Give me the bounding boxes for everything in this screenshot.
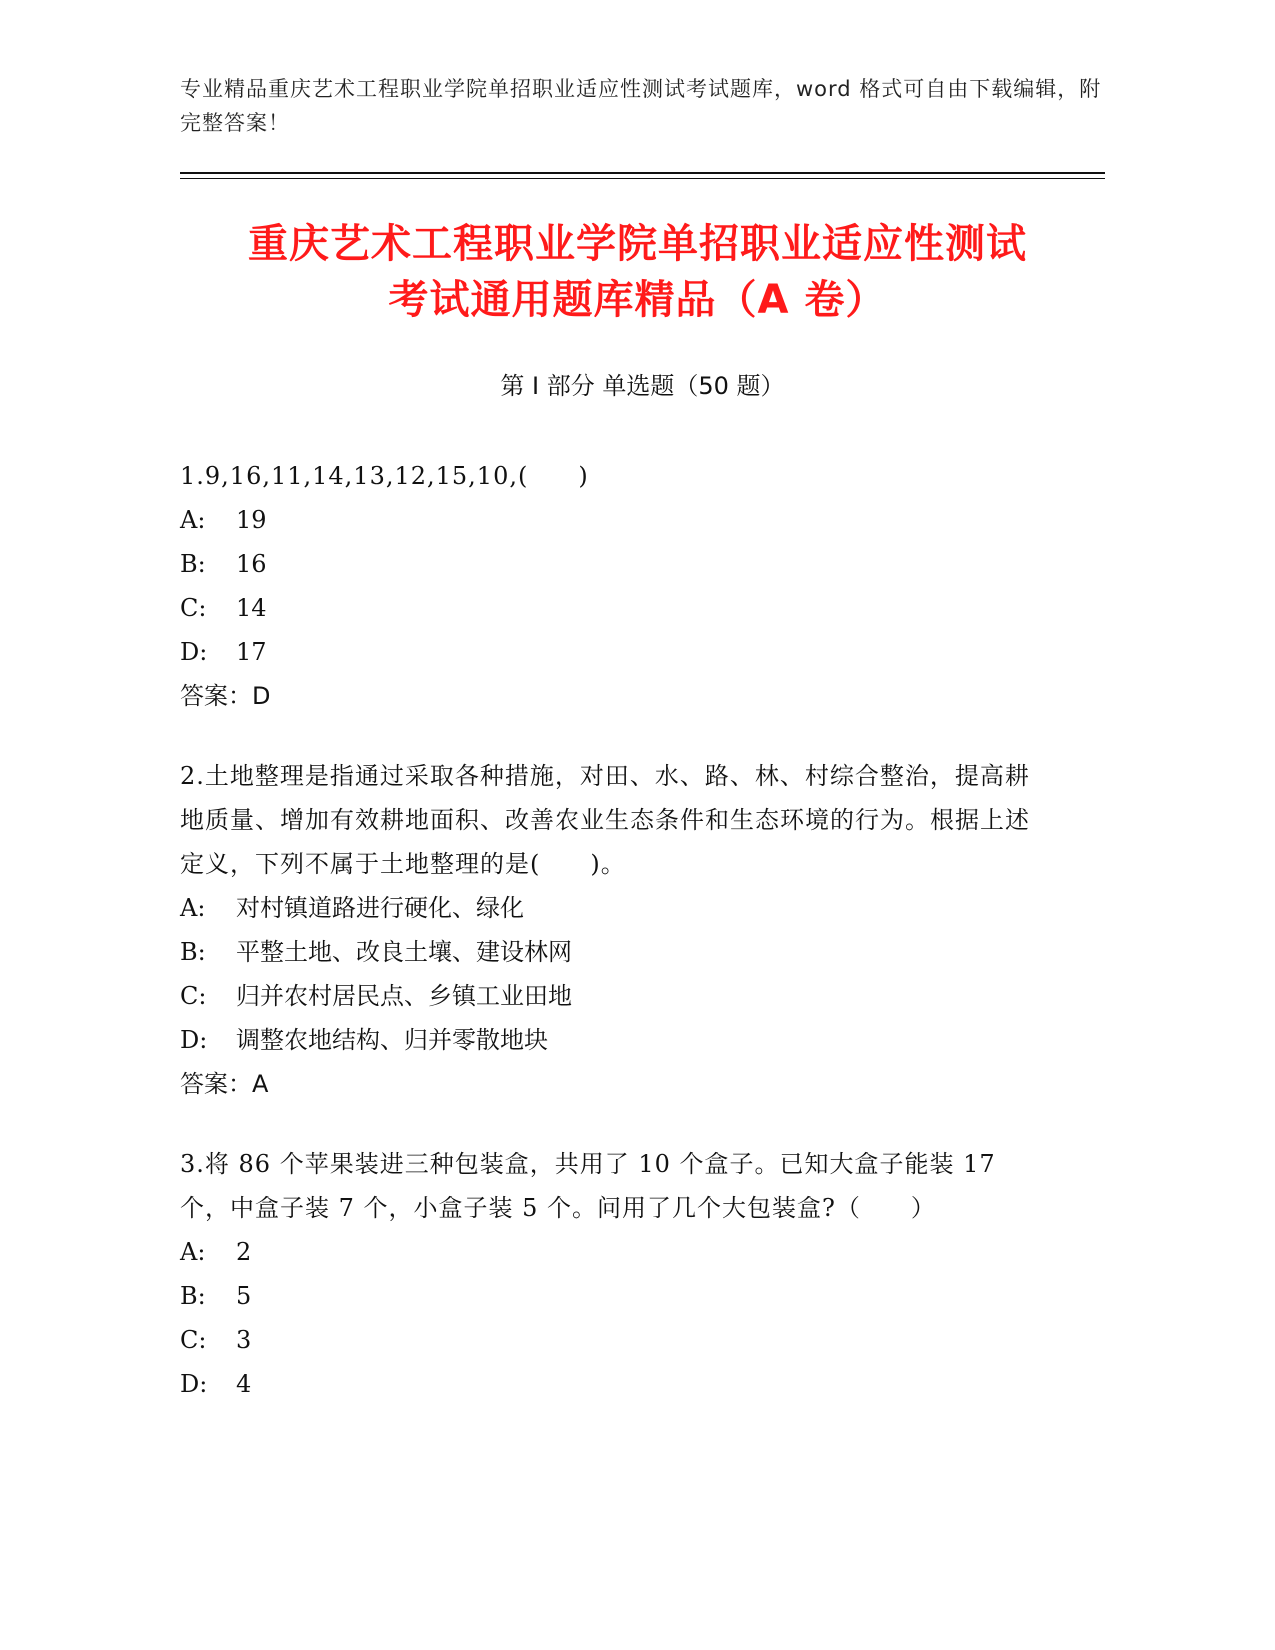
option-text: 平整土地、改良土壤、建设林网 xyxy=(236,938,572,966)
option-text: 3 xyxy=(236,1326,252,1354)
option-b xyxy=(180,1274,1030,1318)
option-letter: C: xyxy=(180,1326,207,1354)
option-letter: C: xyxy=(180,594,207,622)
header-divider-thick xyxy=(180,172,1105,174)
option-text: 5 xyxy=(236,1282,252,1310)
option-text: 16 xyxy=(236,550,267,578)
option-letter: B: xyxy=(180,938,206,966)
question-list xyxy=(180,454,1030,1442)
answer-label: 答案：A xyxy=(180,1070,269,1098)
header-divider-thin xyxy=(180,178,1105,179)
option-letter: D: xyxy=(180,1026,208,1054)
option-c xyxy=(180,586,1030,630)
document-title-line-2: 考试通用题库精品（A 卷） xyxy=(388,277,887,323)
option-text: 对村镇道路进行硬化、绿化 xyxy=(236,894,524,922)
option-a xyxy=(180,886,1030,930)
header-note: 专业精品重庆艺术工程职业学院单招职业适应性测试考试题库，word 格式可自由下载编辑，附完整答案！ xyxy=(180,77,1102,135)
option-b xyxy=(180,542,1030,586)
option-text: 归并农村居民点、乡镇工业田地 xyxy=(236,982,572,1010)
question-stem: 1.9,16,11,14,13,12,15,10,( ) xyxy=(180,462,589,490)
option-text: 2 xyxy=(236,1238,252,1266)
option-c xyxy=(180,974,1030,1018)
option-letter: A: xyxy=(180,894,206,922)
option-letter: D: xyxy=(180,1370,208,1398)
option-a xyxy=(180,498,1030,542)
answer-label: 答案：D xyxy=(180,682,271,710)
question-stem: 2.土地整理是指通过采取各种措施，对田、水、路、林、村综合整治，提高耕地质量、增加有效耕地面积、改善农业生态条件和生态环境的行为。根据上述定义，下列不属于土地整理的是( )。 xyxy=(180,762,1030,878)
question-3 xyxy=(180,1142,1030,1406)
document-title xyxy=(160,216,1115,328)
option-letter: A: xyxy=(180,1238,206,1266)
option-a xyxy=(180,1230,1030,1274)
option-text: 19 xyxy=(236,506,267,534)
option-text: 调整农地结构、归并零散地块 xyxy=(236,1026,548,1054)
question-1 xyxy=(180,454,1030,718)
option-letter: C: xyxy=(180,982,207,1010)
option-letter: B: xyxy=(180,550,206,578)
document-title-line-1: 重庆艺术工程职业学院单招职业适应性测试 xyxy=(248,221,1027,267)
section-title: 第 I 部分 单选题（50 题） xyxy=(500,372,785,400)
question-stem: 3.将 86 个苹果装进三种包装盒，共用了 10 个盒子。已知大盒子能装 17 个，中盒子装 7 个，小盒子装 5 个。问用了几个大包装盒?（ ） xyxy=(180,1150,996,1222)
option-c xyxy=(180,1318,1030,1362)
option-d xyxy=(180,630,1030,674)
option-text: 14 xyxy=(236,594,267,622)
option-letter: B: xyxy=(180,1282,206,1310)
option-d xyxy=(180,1018,1030,1062)
option-letter: D: xyxy=(180,638,208,666)
option-text: 17 xyxy=(236,638,267,666)
option-text: 4 xyxy=(236,1370,252,1398)
option-letter: A: xyxy=(180,506,206,534)
question-2 xyxy=(180,754,1030,1106)
option-d xyxy=(180,1362,1030,1406)
option-b xyxy=(180,930,1030,974)
